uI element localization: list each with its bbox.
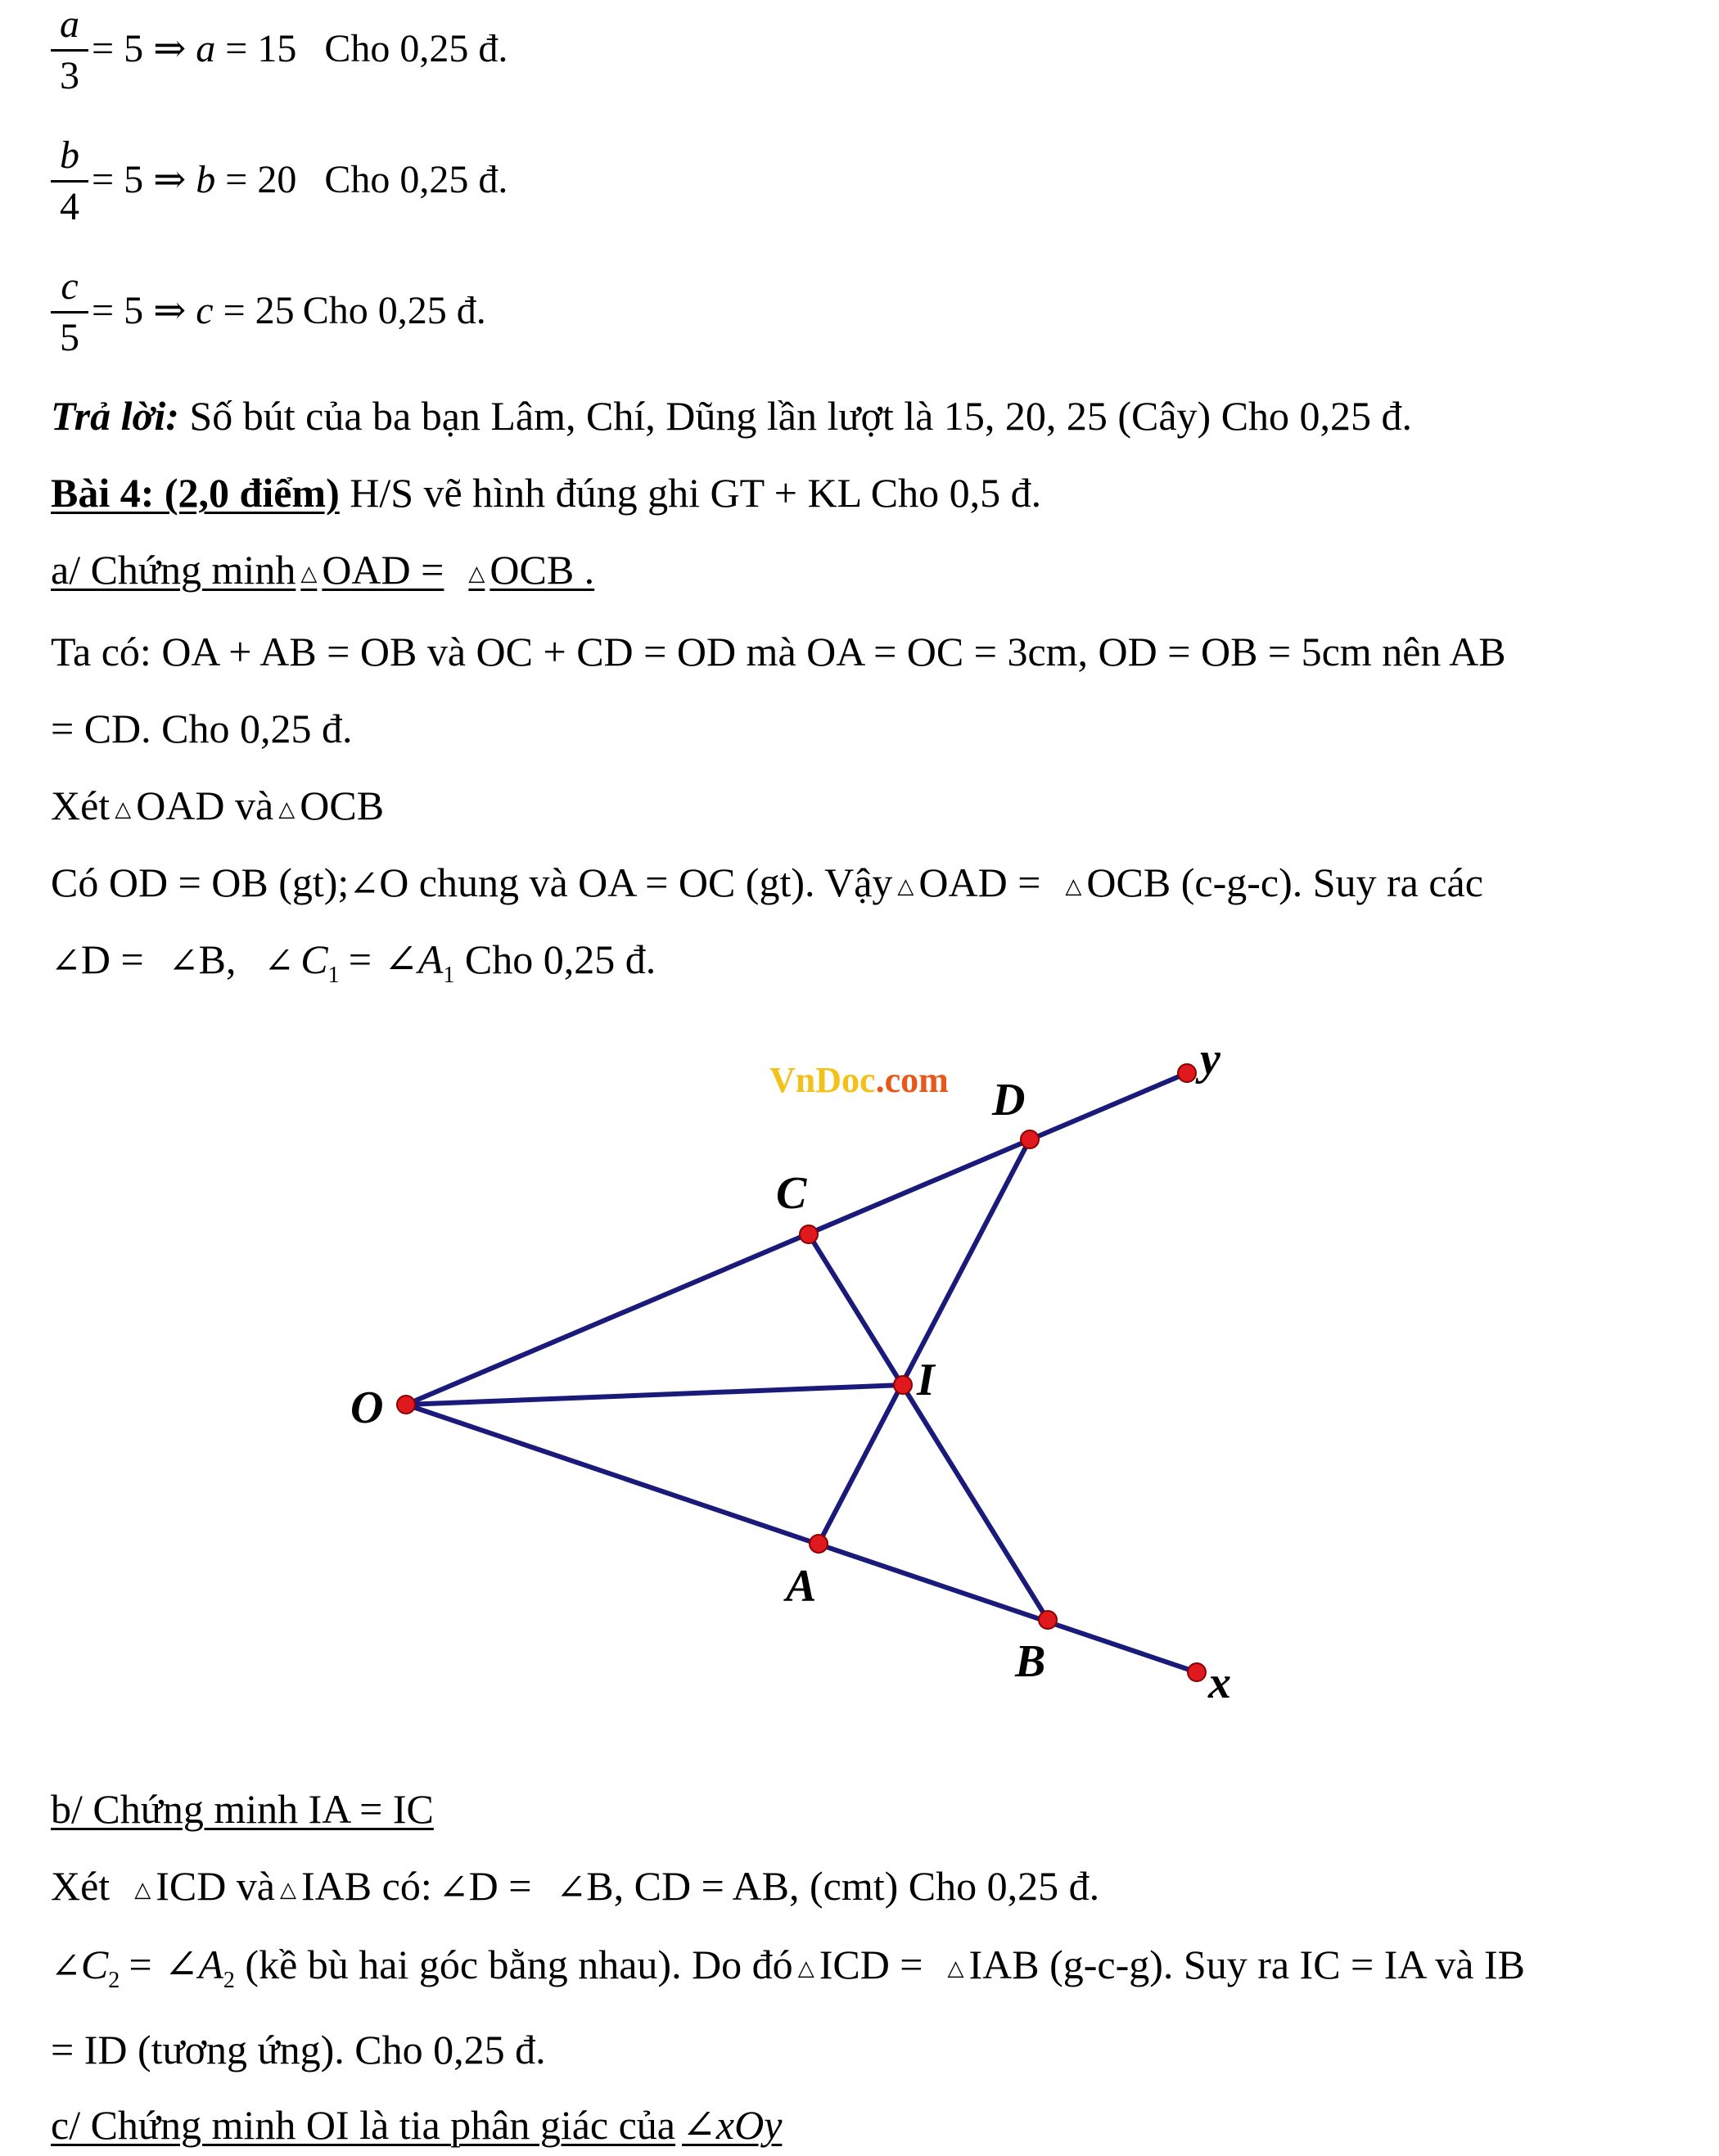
label-i: I <box>917 1355 935 1405</box>
point-b <box>1039 1611 1057 1629</box>
text: O chung và OA = OC (gt). Vậy <box>379 859 893 905</box>
text: B, <box>198 936 237 982</box>
subscript: 2 <box>223 1968 235 1993</box>
equation-text: = 5 ⇒ <box>92 289 196 332</box>
value: = 25 <box>213 289 295 332</box>
triangle-icon: △ <box>134 1878 151 1901</box>
point-o <box>397 1396 415 1414</box>
angle-var: C <box>300 936 328 982</box>
variable: c <box>196 289 214 332</box>
text: D = <box>80 936 144 982</box>
label-d: D <box>992 1075 1026 1125</box>
angle-icon: ∠ <box>51 1946 81 1987</box>
heading-text: c/ Chứng minh OI là tia phân giác của <box>51 2102 675 2148</box>
triangle-icon: △ <box>468 562 485 585</box>
angle-var: = ∠A <box>126 1942 223 1987</box>
heading-text: OAD = <box>322 547 444 593</box>
text: OCB (c-g-c). Suy ra các <box>1086 859 1483 905</box>
text: OAD và <box>136 783 274 828</box>
label-y: y <box>1200 1034 1220 1085</box>
part-b-heading: b/ Chứng minh IA = IC <box>51 1786 434 1832</box>
score-note: Cho 0,25 đ. <box>324 158 508 201</box>
triangle-icon: △ <box>115 797 132 821</box>
subscript: 1 <box>327 963 340 988</box>
text: ICD = <box>819 1942 923 1987</box>
denominator: 5 <box>60 316 79 359</box>
angle-notation: ∠xOy <box>682 2102 783 2148</box>
numerator: a <box>60 2 79 46</box>
value: = 20 <box>215 158 297 201</box>
watermark: VnDoc.com <box>769 1060 949 1100</box>
point-d <box>1021 1130 1039 1148</box>
angle-icon: ∠ <box>51 941 81 981</box>
text: OCB <box>300 783 385 828</box>
label-x: x <box>1208 1658 1231 1708</box>
equation-text: = 5 ⇒ <box>92 27 196 70</box>
part-b-line1 <box>51 1861 1099 1915</box>
point-i <box>894 1376 912 1394</box>
label-o: O <box>350 1382 384 1433</box>
bai4-heading: Bài 4: (2,0 điểm) <box>51 470 340 516</box>
subscript: 1 <box>443 963 455 988</box>
point-c <box>800 1225 818 1243</box>
triangle-icon: △ <box>947 1956 964 1980</box>
angle-icon: ∠ <box>168 941 199 981</box>
text: (kề bù hai góc bằng nhau). Do đó <box>234 1942 793 1987</box>
angle-icon: ∠ <box>264 941 295 981</box>
text: IAB (g-c-g). Suy ra IC = IA và IB <box>968 1942 1525 1987</box>
answer-label: Trả lời: <box>51 393 179 439</box>
text: Có OD = OB (gt); <box>51 859 350 905</box>
part-a-line2: = CD. Cho 0,25 đ. <box>51 706 353 751</box>
text: OAD = <box>918 859 1041 905</box>
triangle-icon: △ <box>897 874 914 898</box>
text: D = <box>468 1863 532 1909</box>
denominator: 3 <box>60 54 79 97</box>
point-x <box>1188 1663 1206 1681</box>
part-b-line2 <box>51 1940 1525 2005</box>
value: = 15 <box>215 27 297 70</box>
numerator: b <box>60 133 79 177</box>
angle-icon: ∠ <box>349 864 380 904</box>
part-b-line3: = ID (tương ứng). Cho 0,25 đ. <box>51 2027 546 2073</box>
point-y <box>1178 1064 1196 1082</box>
text: ICD và <box>156 1863 276 1909</box>
ray-oy <box>406 1073 1187 1405</box>
label-c: C <box>776 1168 807 1219</box>
triangle-icon: △ <box>797 1956 814 1980</box>
equation-text: = 5 ⇒ <box>92 158 196 201</box>
label-a: A <box>786 1561 817 1612</box>
segment-cb <box>809 1234 1048 1620</box>
angle-icon: ∠ <box>438 1868 469 1908</box>
heading-text: OCB . <box>490 547 595 593</box>
point-a <box>810 1535 828 1553</box>
text: Xét <box>51 783 111 828</box>
segment-ad <box>819 1139 1030 1544</box>
angle-var: = ∠A <box>345 936 444 982</box>
variable: b <box>196 158 216 201</box>
triangle-icon: △ <box>278 797 296 821</box>
triangle-icon: △ <box>1065 874 1082 898</box>
label-b: B <box>1015 1636 1046 1687</box>
segment-oi <box>406 1385 903 1405</box>
answer-text: Số bút của ba bạn Lâm, Chí, Dũng lần lượt là 15, 20, 25 (Cây) Cho 0,25 đ. <box>178 393 1413 439</box>
angle-var: C <box>80 1942 109 1987</box>
part-a-line1: Ta có: OA + AB = OB và OC + CD = OD mà OA = OC = 3cm, OD = OB = 5cm nên AB <box>51 629 1506 674</box>
part-c-heading <box>51 2100 782 2149</box>
ray-ox <box>406 1405 1197 1672</box>
text: IAB có: <box>301 1863 432 1909</box>
score-note: Cho 0,25 đ. <box>302 289 486 332</box>
numerator: c <box>61 264 79 308</box>
triangle-icon: △ <box>280 1878 297 1901</box>
score-note: Cho 0,25 đ. <box>324 27 508 70</box>
angle-icon: ∠ <box>556 1868 587 1908</box>
heading-text: a/ Chứng minh <box>51 547 296 593</box>
denominator: 4 <box>60 185 79 228</box>
bai4-text: H/S vẽ hình đúng ghi GT + KL Cho 0,5 đ. <box>339 470 1042 516</box>
text: B, CD = AB, (cmt) Cho 0,25 đ. <box>586 1863 1100 1909</box>
score-note: Cho 0,25 đ. <box>454 936 656 982</box>
subscript: 2 <box>108 1968 120 1993</box>
text: Xét <box>51 1863 111 1909</box>
triangle-icon: △ <box>300 562 318 585</box>
variable: a <box>196 27 216 70</box>
